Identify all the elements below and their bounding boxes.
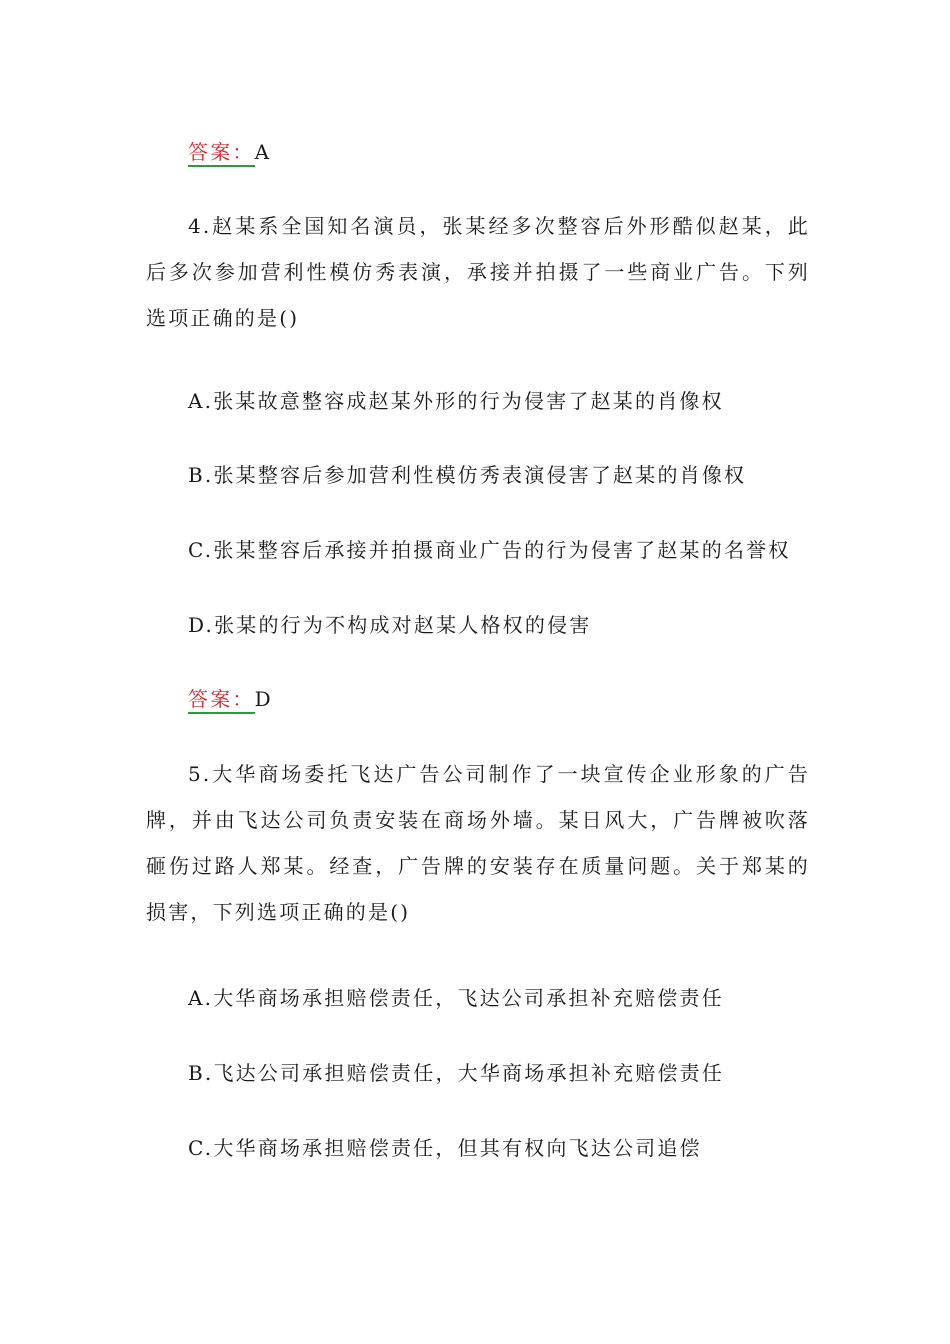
question-4-option-c: C.张某整容后承接并拍摄商业广告的行为侵害了赵某的名誉权: [188, 538, 791, 562]
answer-label: 答案：: [188, 687, 255, 714]
answer-value: D: [254, 687, 273, 711]
answer-line-q3: [188, 139, 858, 165]
question-4-option-b: B.张某整容后参加营利性模仿秀表演侵害了赵某的肖像权: [188, 463, 747, 487]
question-4-option-a: A.张某故意整容成赵某外形的行为侵害了赵某的肖像权: [188, 389, 724, 413]
question-5-option-c: C.大华商场承担赔偿责任，但其有权向飞达公司追偿: [188, 1136, 702, 1160]
question-4-stem: 4.赵某系全国知名演员，张某经多次整容后外形酷似赵某，此后多次参加营利性模仿秀表演，承接并拍摄了一些商业广告。下列选项正确的是(): [146, 214, 810, 330]
question-5-stem: 5.大华商场委托飞达广告公司制作了一块宣传企业形象的广告牌，并由飞达公司负责安装在商场外墙。某日风大，广告牌被吹落砸伤过路人郑某。经查，广告牌的安装存在质量问题。关于郑某的损害，下列选项正确的是(): [146, 762, 810, 924]
question-5-option-b: B.飞达公司承担赔偿责任，大华商场承担补充赔偿责任: [188, 1061, 725, 1085]
answer-line-q4: [188, 686, 858, 712]
question-5-option-a: A.大华商场承担赔偿责任，飞达公司承担补充赔偿责任: [188, 986, 724, 1010]
question-4-option-d: D.张某的行为不构成对赵某人格权的侵害: [188, 613, 592, 637]
answer-value: A: [254, 140, 272, 164]
answer-label: 答案：: [188, 140, 255, 167]
